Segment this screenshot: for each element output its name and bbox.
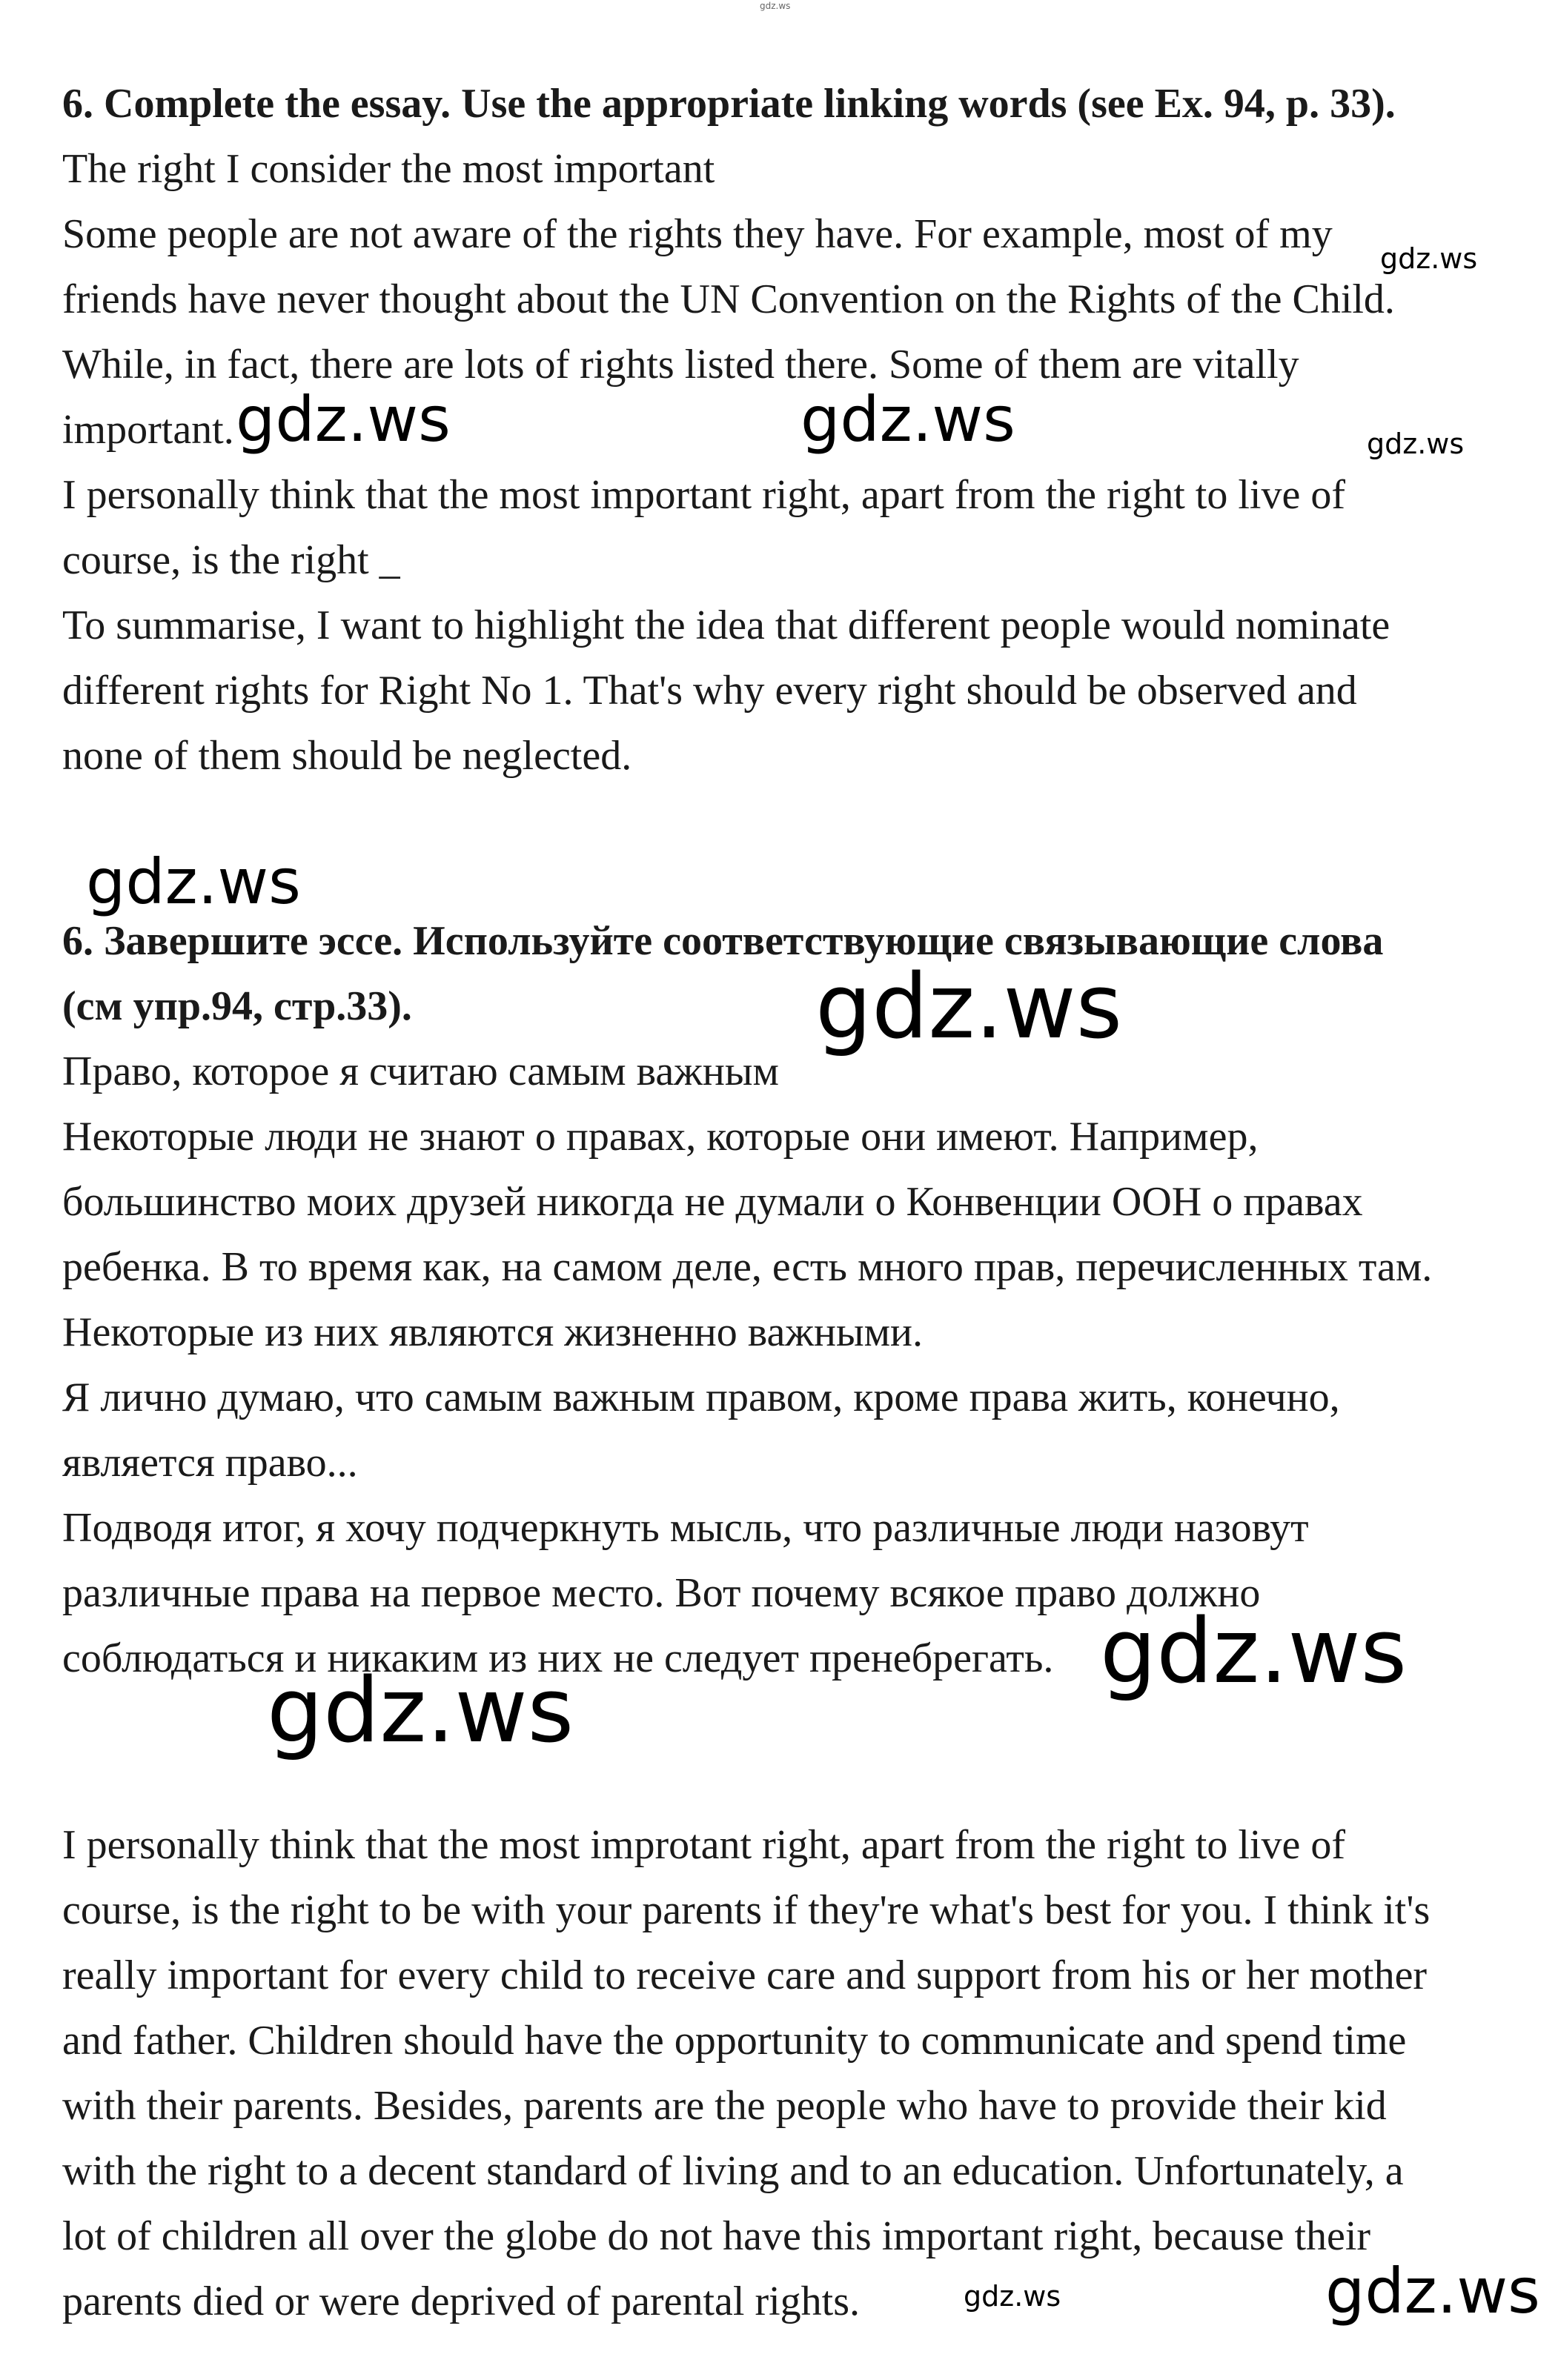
essay-line: Some people are not aware of the rights they have. For example, most of my — [62, 211, 1333, 257]
watermark: gdz.ws — [964, 2280, 1061, 2313]
essay-line: While, in fact, there are lots of rights listed there. Some of them are vitally — [62, 342, 1299, 388]
essay-line: none of them should be neglected. — [62, 733, 632, 779]
watermark: gdz.ws — [1325, 2255, 1540, 2327]
exercise-heading-en: 6. Complete the essay. Use the appropriate linking words (see Ex. 94, p. 33). — [62, 81, 1396, 127]
watermark: gdz.ws — [86, 845, 301, 918]
essay-line: является право... — [62, 1440, 358, 1486]
essay-title-en: The right I consider the most important — [62, 146, 715, 192]
watermark: gdz.ws — [1100, 1600, 1408, 1703]
answer-line: parents died or were deprived of parental rights. — [62, 2278, 861, 2324]
essay-line: Некоторые люди не знают о правах, которые они имеют. Например, — [62, 1114, 1259, 1160]
answer-line: I personally think that the most improtant right, apart from the right to live of — [62, 1822, 1345, 1868]
answer-line: and father. Children should have the opportunity to communicate and spend time — [62, 2018, 1407, 2064]
watermark: gdz.ws — [267, 1660, 574, 1763]
answer-line: course, is the right to be with your parents if they're what's best for you. I think it's — [62, 1887, 1431, 1933]
watermark: gdz.ws — [815, 956, 1123, 1059]
answer-paragraph — [62, 1812, 1508, 2334]
watermark: gdz.ws — [1380, 242, 1478, 275]
essay-line: Я лично думаю, что самым важным правом, кроме права жить, конечно, — [62, 1375, 1340, 1420]
answer-line: with the right to a decent standard of living and to an education. Unfortunately, a — [62, 2148, 1404, 2194]
russian-exercise — [62, 908, 1508, 1691]
essay-line: Некоторые из них являются жизненно важными. — [62, 1309, 923, 1355]
essay-line: important. — [62, 407, 234, 453]
essay-line: различные права на первое место. Вот почему всякое право должно — [62, 1570, 1261, 1616]
watermark: gdz.ws — [760, 1, 791, 11]
watermark: gdz.ws — [1367, 428, 1465, 460]
answer-line: with their parents. Besides, parents are the people who have to provide their kid — [62, 2083, 1387, 2129]
essay-line: To summarise, I want to highlight the idea that different people would nominate — [62, 602, 1390, 648]
answer-line: lot of children all over the globe do not have this important right, because their — [62, 2213, 1371, 2259]
essay-line: course, is the right _ — [62, 537, 400, 583]
essay-line: different rights for Right No 1. That's why every right should be observed and — [62, 668, 1357, 714]
exercise-heading-ru: 6. Завершите эссе. Используйте соответствующие связывающие слова — [62, 918, 1384, 964]
essay-line: friends have never thought about the UN Convention on the Rights of the Child. — [62, 276, 1395, 322]
exercise-heading-ru-cont: (см упр.94, стр.33). — [62, 983, 412, 1029]
watermark: gdz.ws — [236, 383, 451, 456]
essay-line: соблюдаться и никаким из них не следует пренебрегать. — [62, 1635, 1054, 1681]
essay-line: I personally think that the most important right, apart from the right to live of — [62, 472, 1345, 518]
essay-line: Подводя итог, я хочу подчеркнуть мысль, что различные люди назовут — [62, 1505, 1309, 1551]
watermark: gdz.ws — [800, 383, 1015, 456]
essay-line: ребенка. В то время как, на самом деле, есть много прав, перечисленных там. — [62, 1244, 1433, 1290]
essay-title-ru: Право, которое я считаю самым важным — [62, 1048, 779, 1094]
answer-line: really important for every child to receive care and support from his or her mother — [62, 1952, 1428, 1998]
essay-line: большинство моих друзей никогда не думали о Конвенции ООН о правах — [62, 1179, 1363, 1225]
